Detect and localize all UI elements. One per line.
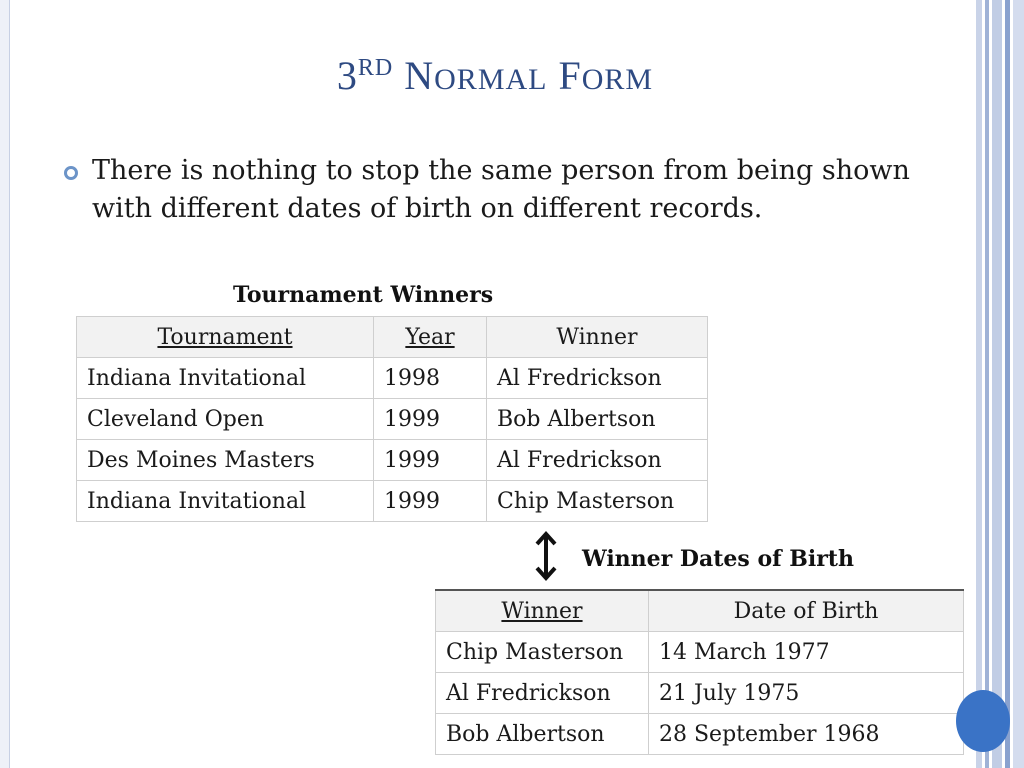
bullet-text: There is nothing to stop the same person from being shown with different dates of birth on different records. [92,155,910,224]
right-border-decoration [976,0,1024,768]
table-cell: Des Moines Masters [77,440,374,481]
table-cell: Al Fredrickson [436,673,649,714]
column-header: Winner [436,590,649,632]
tournament-table-caption: Tournament Winners [233,282,494,308]
table-row [77,358,708,399]
table-row [77,481,708,522]
decorative-circle [956,690,1010,752]
table-row [77,399,708,440]
table-cell: Bob Albertson [487,399,708,440]
table-cell: Al Fredrickson [487,440,708,481]
table-cell: Chip Masterson [487,481,708,522]
table-cell: 1999 [374,440,487,481]
bullet-icon [64,166,78,180]
table-cell: Indiana Invitational [77,358,374,399]
table-cell: 21 July 1975 [649,673,964,714]
table-cell: Cleveland Open [77,399,374,440]
double-arrow-icon [533,530,559,582]
table-row [77,440,708,481]
table-row [436,714,964,755]
left-border-decoration [0,0,10,768]
column-header: Year [374,317,487,358]
table-cell: 14 March 1977 [649,632,964,673]
table-cell: 1999 [374,481,487,522]
winner-dob-table [435,589,964,755]
table-cell: 28 September 1968 [649,714,964,755]
table-cell: Chip Masterson [436,632,649,673]
table-cell: Indiana Invitational [77,481,374,522]
column-header: Date of Birth [649,590,964,632]
table-cell: Al Fredrickson [487,358,708,399]
table-cell: 1998 [374,358,487,399]
column-header: Winner [487,317,708,358]
column-header: Tournament [77,317,374,358]
slide-title: 3RD NORMAL FORM [336,53,654,98]
table-header-row [77,317,708,358]
tournament-winners-table [76,316,708,522]
table-cell: 1999 [374,399,487,440]
table-cell: Bob Albertson [436,714,649,755]
table-row [436,673,964,714]
dob-table-caption: Winner Dates of Birth [582,546,854,572]
table-row [436,632,964,673]
table-header-row [436,590,964,632]
